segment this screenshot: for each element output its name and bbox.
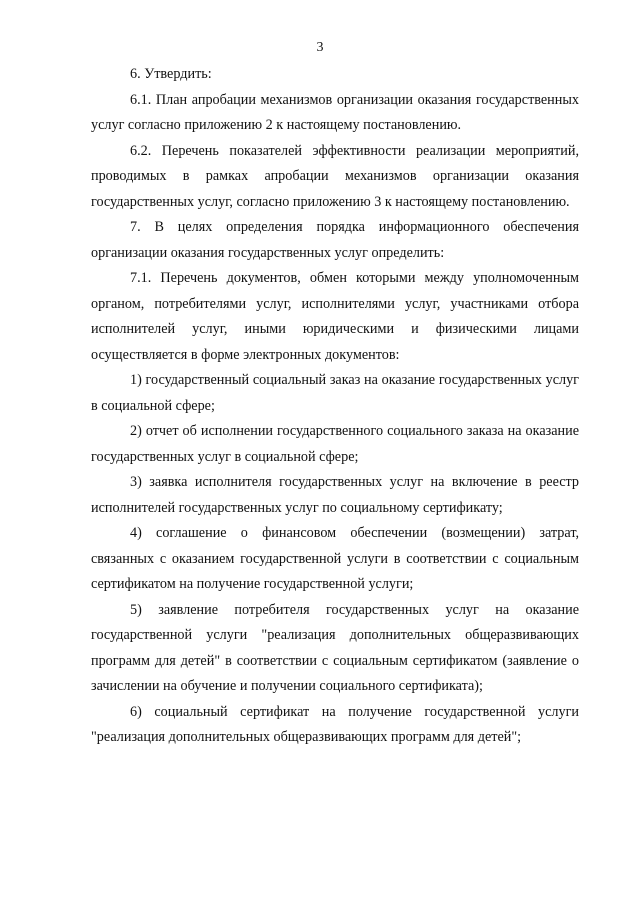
document-body	[91, 62, 579, 751]
list-item-3: 3) заявка исполнителя государственных услуг на включение в реестр исполнителей государственных услуг по социальному сертификату;	[91, 474, 579, 516]
paragraph-6-1: 6.1. План апробации механизмов организации оказания государственных услуг согласно приложению 2 к настоящему постановлению.	[91, 91, 579, 133]
list-item-4: 4) соглашение о финансовом обеспечении (возмещении) затрат, связанных с оказанием государственной услуги в соответствии с социальным сертификатом на получение государственной услуги;	[91, 525, 579, 592]
paragraph-7: 7. В целях определения порядка информационного обеспечения организации оказания государственных услуг определить:	[91, 219, 579, 261]
list-item-1: 1) государственный социальный заказ на оказание государственных услуг в социальной сфере;	[91, 372, 579, 414]
paragraph-7-1: 7.1. Перечень документов, обмен которыми между уполномоченным органом, потребителями услуг, исполнителями услуг, участниками отбора исполнителей услуг, иными юридическими и физическими лицами осуществляется в форме электронных документов:	[91, 270, 579, 363]
list-item-6: 6) социальный сертификат на получение государственной услуги "реализация дополнительных общеразвивающих программ для детей";	[91, 703, 579, 745]
list-item-5: 5) заявление потребителя государственных услуг на оказание государственной услуги "реализация дополнительных общеразвивающих программ для детей" в соответствии с социальным сертификатом (заявление о зачислении на обучение и получении социального сертификата);	[91, 601, 579, 694]
paragraph-6: 6. Утвердить:	[130, 66, 212, 82]
paragraph-6-2: 6.2. Перечень показателей эффективности реализации мероприятий, проводимых в рамках апробации механизмов организации оказания государственных услуг, согласно приложению 3 к настоящему постановлению.	[91, 142, 579, 210]
page-number: 3	[316, 40, 324, 55]
list-item-2: 2) отчет об исполнении государственного социального заказа на оказание государственных услуг в социальной сфере;	[91, 423, 579, 465]
